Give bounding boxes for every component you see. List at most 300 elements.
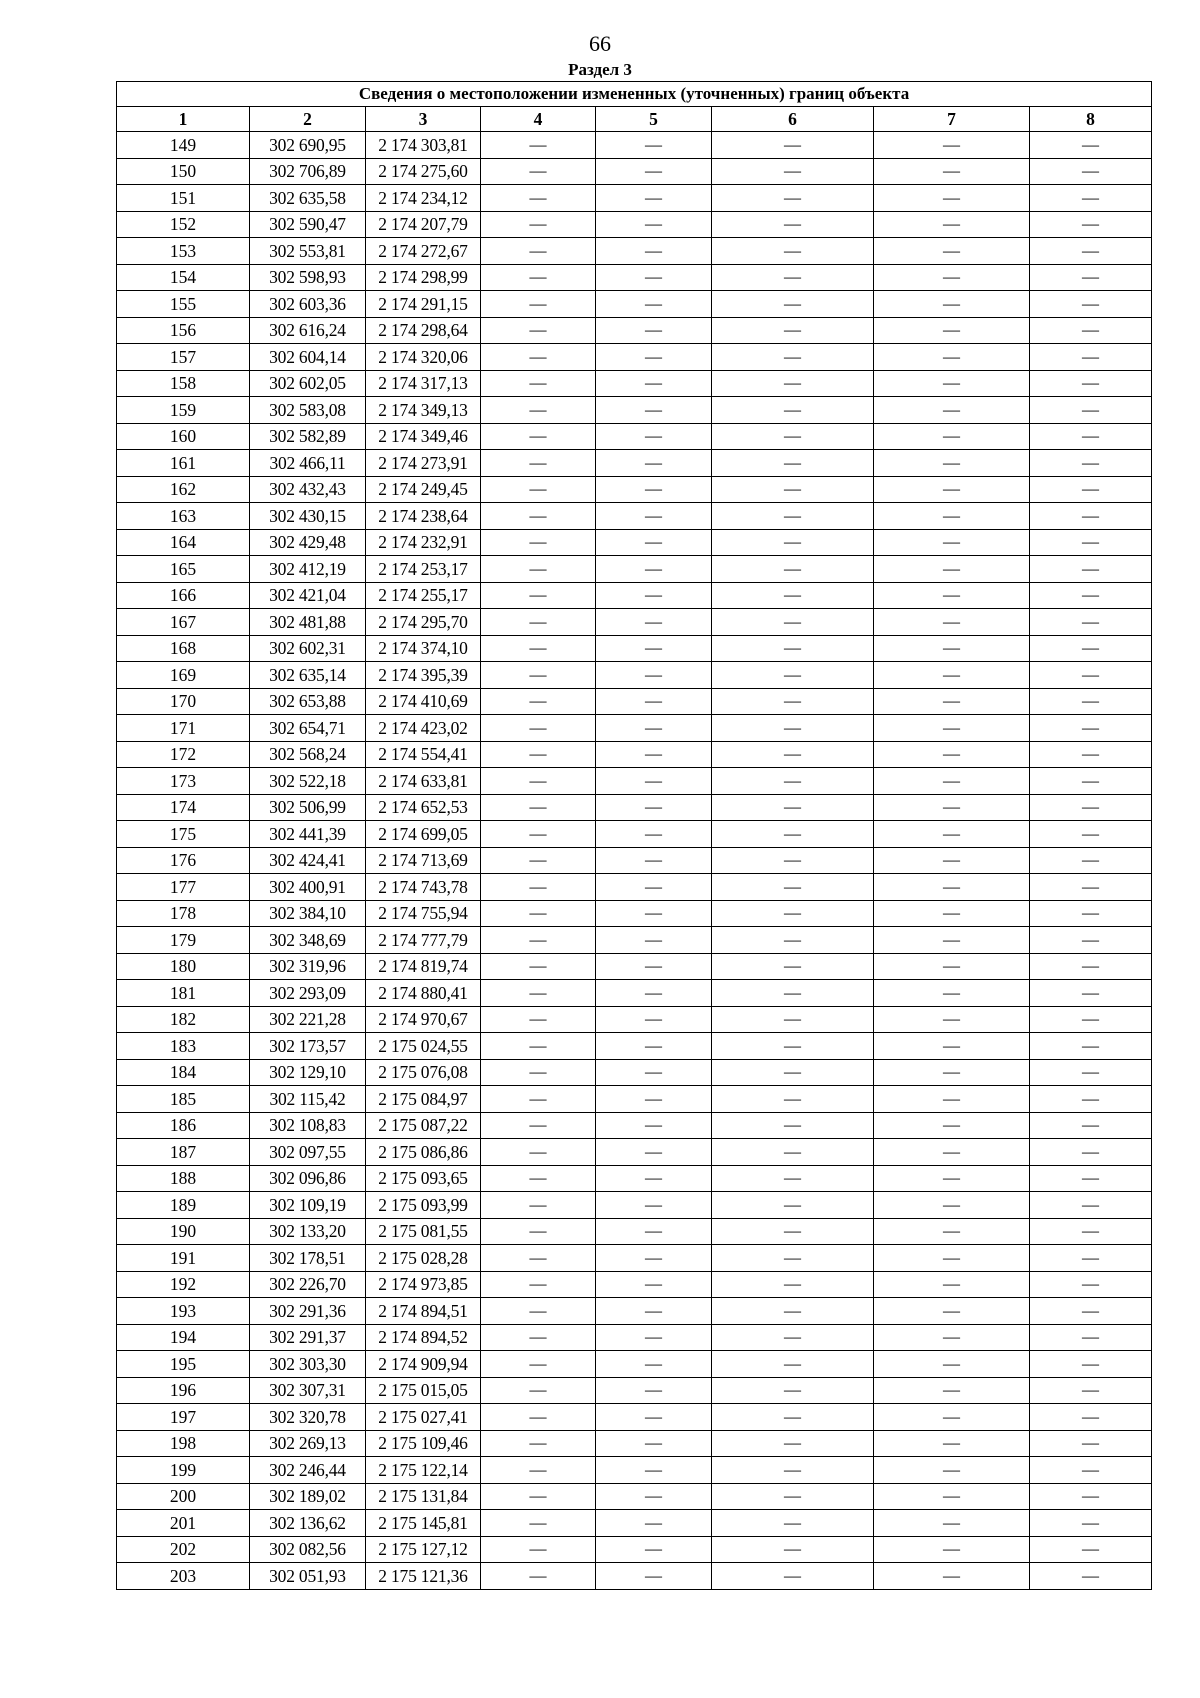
coordinate-x: 302 319,96 <box>250 953 366 980</box>
empty-value-dash-col-4: — <box>481 1271 596 1298</box>
coordinate-y: 2 174 554,41 <box>366 741 481 768</box>
empty-value-dash-col-4: — <box>481 741 596 768</box>
empty-value-dash-col-5: — <box>596 635 712 662</box>
empty-value-dash-col-6: — <box>712 768 874 795</box>
empty-value-dash-col-8: — <box>1030 1245 1152 1272</box>
point-number: 170 <box>117 688 250 715</box>
table-row <box>117 688 1152 715</box>
empty-value-dash-col-7: — <box>874 688 1030 715</box>
empty-value-dash-col-7: — <box>874 1377 1030 1404</box>
empty-value-dash-col-8: — <box>1030 1351 1152 1378</box>
coordinate-y: 2 175 109,46 <box>366 1430 481 1457</box>
empty-value-dash-col-6: — <box>712 556 874 583</box>
empty-value-dash-col-4: — <box>481 662 596 689</box>
coordinate-x: 302 178,51 <box>250 1245 366 1272</box>
empty-value-dash-col-5: — <box>596 529 712 556</box>
empty-value-dash-col-7: — <box>874 900 1030 927</box>
empty-value-dash-col-5: — <box>596 238 712 265</box>
empty-value-dash-col-5: — <box>596 609 712 636</box>
empty-value-dash-col-6: — <box>712 1298 874 1325</box>
empty-value-dash-col-5: — <box>596 1271 712 1298</box>
empty-value-dash-col-5: — <box>596 1086 712 1113</box>
point-number: 193 <box>117 1298 250 1325</box>
empty-value-dash-col-4: — <box>481 1218 596 1245</box>
empty-value-dash-col-8: — <box>1030 1430 1152 1457</box>
empty-value-dash-col-6: — <box>712 1377 874 1404</box>
empty-value-dash-col-8: — <box>1030 1218 1152 1245</box>
point-number: 155 <box>117 291 250 318</box>
coordinate-y: 2 174 743,78 <box>366 874 481 901</box>
coordinate-y: 2 175 087,22 <box>366 1112 481 1139</box>
coordinate-y: 2 175 015,05 <box>366 1377 481 1404</box>
empty-value-dash-col-5: — <box>596 556 712 583</box>
empty-value-dash-col-4: — <box>481 1192 596 1219</box>
coordinate-x: 302 097,55 <box>250 1139 366 1166</box>
empty-value-dash-col-4: — <box>481 1112 596 1139</box>
coordinate-y: 2 175 121,36 <box>366 1563 481 1590</box>
empty-value-dash-col-5: — <box>596 423 712 450</box>
table-row <box>117 158 1152 185</box>
table-row <box>117 821 1152 848</box>
coordinate-y: 2 175 093,99 <box>366 1192 481 1219</box>
coordinate-x: 302 221,28 <box>250 1006 366 1033</box>
empty-value-dash-col-6: — <box>712 423 874 450</box>
empty-value-dash-col-4: — <box>481 821 596 848</box>
empty-value-dash-col-6: — <box>712 609 874 636</box>
point-number: 200 <box>117 1483 250 1510</box>
empty-value-dash-col-8: — <box>1030 1404 1152 1431</box>
empty-value-dash-col-4: — <box>481 927 596 954</box>
point-number: 171 <box>117 715 250 742</box>
point-number: 186 <box>117 1112 250 1139</box>
empty-value-dash-col-7: — <box>874 264 1030 291</box>
empty-value-dash-col-5: — <box>596 715 712 742</box>
empty-value-dash-col-7: — <box>874 344 1030 371</box>
coordinate-x: 302 604,14 <box>250 344 366 371</box>
column-number-row <box>117 107 1152 132</box>
empty-value-dash-col-7: — <box>874 211 1030 238</box>
empty-value-dash-col-4: — <box>481 1006 596 1033</box>
coordinate-y: 2 174 298,99 <box>366 264 481 291</box>
empty-value-dash-col-4: — <box>481 1165 596 1192</box>
empty-value-dash-col-4: — <box>481 874 596 901</box>
empty-value-dash-col-7: — <box>874 1086 1030 1113</box>
empty-value-dash-col-8: — <box>1030 291 1152 318</box>
point-number: 194 <box>117 1324 250 1351</box>
coordinate-y: 2 174 713,69 <box>366 847 481 874</box>
point-number: 157 <box>117 344 250 371</box>
empty-value-dash-col-7: — <box>874 529 1030 556</box>
empty-value-dash-col-8: — <box>1030 1377 1152 1404</box>
empty-value-dash-col-8: — <box>1030 847 1152 874</box>
empty-value-dash-col-7: — <box>874 874 1030 901</box>
empty-value-dash-col-5: — <box>596 662 712 689</box>
coordinate-y: 2 175 131,84 <box>366 1483 481 1510</box>
empty-value-dash-col-4: — <box>481 158 596 185</box>
empty-value-dash-col-6: — <box>712 132 874 159</box>
empty-value-dash-col-8: — <box>1030 1536 1152 1563</box>
table-row <box>117 476 1152 503</box>
empty-value-dash-col-4: — <box>481 1059 596 1086</box>
empty-value-dash-col-5: — <box>596 847 712 874</box>
coordinate-x: 302 432,43 <box>250 476 366 503</box>
empty-value-dash-col-4: — <box>481 1245 596 1272</box>
point-number: 178 <box>117 900 250 927</box>
empty-value-dash-col-7: — <box>874 185 1030 212</box>
empty-value-dash-col-5: — <box>596 688 712 715</box>
empty-value-dash-col-8: — <box>1030 635 1152 662</box>
point-number: 197 <box>117 1404 250 1431</box>
coordinate-x: 302 429,48 <box>250 529 366 556</box>
empty-value-dash-col-6: — <box>712 211 874 238</box>
table-row <box>117 1139 1152 1166</box>
coordinate-y: 2 175 028,28 <box>366 1245 481 1272</box>
empty-value-dash-col-7: — <box>874 1404 1030 1431</box>
table-row <box>117 423 1152 450</box>
coordinate-x: 302 706,89 <box>250 158 366 185</box>
table-row <box>117 370 1152 397</box>
table-row <box>117 1298 1152 1325</box>
empty-value-dash-col-6: — <box>712 450 874 477</box>
empty-value-dash-col-4: — <box>481 688 596 715</box>
empty-value-dash-col-5: — <box>596 1298 712 1325</box>
empty-value-dash-col-5: — <box>596 1059 712 1086</box>
empty-value-dash-col-5: — <box>596 927 712 954</box>
column-header-7: 7 <box>874 107 1030 132</box>
empty-value-dash-col-5: — <box>596 1218 712 1245</box>
empty-value-dash-col-7: — <box>874 291 1030 318</box>
point-number: 176 <box>117 847 250 874</box>
empty-value-dash-col-5: — <box>596 874 712 901</box>
empty-value-dash-col-4: — <box>481 609 596 636</box>
point-number: 152 <box>117 211 250 238</box>
empty-value-dash-col-8: — <box>1030 741 1152 768</box>
empty-value-dash-col-6: — <box>712 1483 874 1510</box>
coordinate-x: 302 583,08 <box>250 397 366 424</box>
empty-value-dash-col-8: — <box>1030 1112 1152 1139</box>
empty-value-dash-col-8: — <box>1030 185 1152 212</box>
point-number: 183 <box>117 1033 250 1060</box>
column-header-1: 1 <box>117 107 250 132</box>
empty-value-dash-col-7: — <box>874 1006 1030 1033</box>
empty-value-dash-col-4: — <box>481 980 596 1007</box>
empty-value-dash-col-6: — <box>712 397 874 424</box>
coordinate-y: 2 175 145,81 <box>366 1510 481 1537</box>
empty-value-dash-col-4: — <box>481 1324 596 1351</box>
empty-value-dash-col-8: — <box>1030 1298 1152 1325</box>
table-row <box>117 980 1152 1007</box>
coordinate-y: 2 174 880,41 <box>366 980 481 1007</box>
empty-value-dash-col-4: — <box>481 953 596 980</box>
empty-value-dash-col-7: — <box>874 1298 1030 1325</box>
coordinate-x: 302 553,81 <box>250 238 366 265</box>
empty-value-dash-col-8: — <box>1030 1563 1152 1590</box>
coordinate-y: 2 174 249,45 <box>366 476 481 503</box>
coordinate-x: 302 291,37 <box>250 1324 366 1351</box>
empty-value-dash-col-7: — <box>874 397 1030 424</box>
coordinate-y: 2 174 410,69 <box>366 688 481 715</box>
coordinate-x: 302 307,31 <box>250 1377 366 1404</box>
empty-value-dash-col-5: — <box>596 582 712 609</box>
coordinate-y: 2 174 234,12 <box>366 185 481 212</box>
section-title: Раздел 3 <box>568 60 632 79</box>
coordinate-y: 2 174 207,79 <box>366 211 481 238</box>
table-caption: Сведения о местоположении измененных (уточненных) границ объекта <box>117 82 1152 107</box>
empty-value-dash-col-4: — <box>481 397 596 424</box>
empty-value-dash-col-5: — <box>596 344 712 371</box>
empty-value-dash-col-7: — <box>874 1245 1030 1272</box>
empty-value-dash-col-4: — <box>481 370 596 397</box>
empty-value-dash-col-6: — <box>712 317 874 344</box>
table-row <box>117 556 1152 583</box>
coordinate-y: 2 175 084,97 <box>366 1086 481 1113</box>
empty-value-dash-col-5: — <box>596 1377 712 1404</box>
empty-value-dash-col-7: — <box>874 1510 1030 1537</box>
coordinate-y: 2 174 970,67 <box>366 1006 481 1033</box>
table-row <box>117 1006 1152 1033</box>
empty-value-dash-col-4: — <box>481 344 596 371</box>
point-number: 199 <box>117 1457 250 1484</box>
empty-value-dash-col-7: — <box>874 1271 1030 1298</box>
point-number: 168 <box>117 635 250 662</box>
empty-value-dash-col-5: — <box>596 1006 712 1033</box>
table-row <box>117 768 1152 795</box>
empty-value-dash-col-5: — <box>596 397 712 424</box>
empty-value-dash-col-4: — <box>481 1033 596 1060</box>
point-number: 175 <box>117 821 250 848</box>
empty-value-dash-col-7: — <box>874 1483 1030 1510</box>
empty-value-dash-col-4: — <box>481 529 596 556</box>
empty-value-dash-col-5: — <box>596 1112 712 1139</box>
coordinate-x: 302 430,15 <box>250 503 366 530</box>
coordinate-x: 302 293,09 <box>250 980 366 1007</box>
empty-value-dash-col-8: — <box>1030 450 1152 477</box>
empty-value-dash-col-8: — <box>1030 238 1152 265</box>
point-number: 190 <box>117 1218 250 1245</box>
empty-value-dash-col-6: — <box>712 1351 874 1378</box>
table-row <box>117 1086 1152 1113</box>
empty-value-dash-col-6: — <box>712 291 874 318</box>
empty-value-dash-col-4: — <box>481 556 596 583</box>
coordinate-x: 302 109,19 <box>250 1192 366 1219</box>
empty-value-dash-col-5: — <box>596 1483 712 1510</box>
empty-value-dash-col-5: — <box>596 211 712 238</box>
coordinate-x: 302 424,41 <box>250 847 366 874</box>
table-row <box>117 1192 1152 1219</box>
table-row <box>117 1377 1152 1404</box>
coordinate-x: 302 115,42 <box>250 1086 366 1113</box>
empty-value-dash-col-6: — <box>712 529 874 556</box>
coordinate-y: 2 174 633,81 <box>366 768 481 795</box>
coordinate-x: 302 320,78 <box>250 1404 366 1431</box>
empty-value-dash-col-4: — <box>481 1298 596 1325</box>
empty-value-dash-col-6: — <box>712 1404 874 1431</box>
coordinate-x: 302 108,83 <box>250 1112 366 1139</box>
empty-value-dash-col-8: — <box>1030 370 1152 397</box>
empty-value-dash-col-6: — <box>712 370 874 397</box>
coordinate-y: 2 174 255,17 <box>366 582 481 609</box>
coordinate-y: 2 174 320,06 <box>366 344 481 371</box>
empty-value-dash-col-5: — <box>596 317 712 344</box>
empty-value-dash-col-5: — <box>596 158 712 185</box>
coordinate-y: 2 174 273,91 <box>366 450 481 477</box>
page-number: 66 <box>589 31 611 56</box>
table-row <box>117 1112 1152 1139</box>
table-row <box>117 635 1152 662</box>
empty-value-dash-col-6: — <box>712 1192 874 1219</box>
table-row <box>117 927 1152 954</box>
coordinate-y: 2 174 272,67 <box>366 238 481 265</box>
empty-value-dash-col-5: — <box>596 370 712 397</box>
coordinate-x: 302 051,93 <box>250 1563 366 1590</box>
table-row <box>117 1059 1152 1086</box>
empty-value-dash-col-8: — <box>1030 662 1152 689</box>
column-header-3: 3 <box>366 107 481 132</box>
empty-value-dash-col-8: — <box>1030 609 1152 636</box>
empty-value-dash-col-8: — <box>1030 1510 1152 1537</box>
point-number: 162 <box>117 476 250 503</box>
column-header-5: 5 <box>596 107 712 132</box>
empty-value-dash-col-6: — <box>712 1218 874 1245</box>
empty-value-dash-col-6: — <box>712 821 874 848</box>
empty-value-dash-col-8: — <box>1030 211 1152 238</box>
empty-value-dash-col-7: — <box>874 556 1030 583</box>
empty-value-dash-col-7: — <box>874 132 1030 159</box>
empty-value-dash-col-7: — <box>874 715 1030 742</box>
empty-value-dash-col-7: — <box>874 1536 1030 1563</box>
point-number: 177 <box>117 874 250 901</box>
point-number: 159 <box>117 397 250 424</box>
empty-value-dash-col-5: — <box>596 1324 712 1351</box>
empty-value-dash-col-7: — <box>874 609 1030 636</box>
empty-value-dash-col-8: — <box>1030 794 1152 821</box>
coordinate-y: 2 174 777,79 <box>366 927 481 954</box>
empty-value-dash-col-6: — <box>712 662 874 689</box>
empty-value-dash-col-4: — <box>481 132 596 159</box>
empty-value-dash-col-5: — <box>596 953 712 980</box>
empty-value-dash-col-6: — <box>712 1165 874 1192</box>
empty-value-dash-col-4: — <box>481 211 596 238</box>
empty-value-dash-col-7: — <box>874 1218 1030 1245</box>
empty-value-dash-col-8: — <box>1030 900 1152 927</box>
table-row <box>117 1165 1152 1192</box>
table-row <box>117 1536 1152 1563</box>
coordinate-x: 302 129,10 <box>250 1059 366 1086</box>
table-row <box>117 264 1152 291</box>
empty-value-dash-col-4: — <box>481 423 596 450</box>
empty-value-dash-col-7: — <box>874 1139 1030 1166</box>
empty-value-dash-col-7: — <box>874 1351 1030 1378</box>
empty-value-dash-col-8: — <box>1030 582 1152 609</box>
point-number: 172 <box>117 741 250 768</box>
point-number: 174 <box>117 794 250 821</box>
empty-value-dash-col-7: — <box>874 423 1030 450</box>
empty-value-dash-col-6: — <box>712 794 874 821</box>
point-number: 164 <box>117 529 250 556</box>
empty-value-dash-col-4: — <box>481 238 596 265</box>
empty-value-dash-col-5: — <box>596 503 712 530</box>
point-number: 201 <box>117 1510 250 1537</box>
empty-value-dash-col-4: — <box>481 1483 596 1510</box>
empty-value-dash-col-5: — <box>596 450 712 477</box>
empty-value-dash-col-8: — <box>1030 132 1152 159</box>
empty-value-dash-col-6: — <box>712 1271 874 1298</box>
empty-value-dash-col-6: — <box>712 185 874 212</box>
column-header-2: 2 <box>250 107 366 132</box>
coordinate-x: 302 421,04 <box>250 582 366 609</box>
table-row <box>117 397 1152 424</box>
table-row <box>117 211 1152 238</box>
empty-value-dash-col-8: — <box>1030 768 1152 795</box>
empty-value-dash-col-7: — <box>874 1192 1030 1219</box>
empty-value-dash-col-8: — <box>1030 927 1152 954</box>
empty-value-dash-col-8: — <box>1030 423 1152 450</box>
column-header-8: 8 <box>1030 107 1152 132</box>
table-row <box>117 1033 1152 1060</box>
coordinate-y: 2 175 081,55 <box>366 1218 481 1245</box>
empty-value-dash-col-6: — <box>712 344 874 371</box>
empty-value-dash-col-7: — <box>874 662 1030 689</box>
coordinate-y: 2 174 652,53 <box>366 794 481 821</box>
empty-value-dash-col-6: — <box>712 927 874 954</box>
empty-value-dash-col-8: — <box>1030 476 1152 503</box>
point-number: 182 <box>117 1006 250 1033</box>
empty-value-dash-col-5: — <box>596 1457 712 1484</box>
empty-value-dash-col-5: — <box>596 768 712 795</box>
empty-value-dash-col-5: — <box>596 741 712 768</box>
coordinate-y: 2 174 298,64 <box>366 317 481 344</box>
empty-value-dash-col-7: — <box>874 238 1030 265</box>
empty-value-dash-col-7: — <box>874 821 1030 848</box>
empty-value-dash-col-4: — <box>481 264 596 291</box>
coordinate-y: 2 174 819,74 <box>366 953 481 980</box>
empty-value-dash-col-6: — <box>712 1457 874 1484</box>
empty-value-dash-col-6: — <box>712 1139 874 1166</box>
point-number: 180 <box>117 953 250 980</box>
empty-value-dash-col-4: — <box>481 847 596 874</box>
empty-value-dash-col-7: — <box>874 503 1030 530</box>
point-number: 188 <box>117 1165 250 1192</box>
empty-value-dash-col-8: — <box>1030 821 1152 848</box>
empty-value-dash-col-8: — <box>1030 874 1152 901</box>
empty-value-dash-col-5: — <box>596 1430 712 1457</box>
empty-value-dash-col-5: — <box>596 821 712 848</box>
empty-value-dash-col-8: — <box>1030 1165 1152 1192</box>
table-row <box>117 847 1152 874</box>
empty-value-dash-col-5: — <box>596 794 712 821</box>
table-row <box>117 1351 1152 1378</box>
point-number: 149 <box>117 132 250 159</box>
point-number: 191 <box>117 1245 250 1272</box>
table-row <box>117 874 1152 901</box>
table-row <box>117 1218 1152 1245</box>
empty-value-dash-col-6: — <box>712 582 874 609</box>
point-number: 184 <box>117 1059 250 1086</box>
empty-value-dash-col-5: — <box>596 1536 712 1563</box>
table-row <box>117 291 1152 318</box>
table-row <box>117 317 1152 344</box>
coordinate-y: 2 175 024,55 <box>366 1033 481 1060</box>
coordinate-y: 2 174 894,51 <box>366 1298 481 1325</box>
empty-value-dash-col-6: — <box>712 1536 874 1563</box>
coordinate-y: 2 174 349,46 <box>366 423 481 450</box>
empty-value-dash-col-7: — <box>874 741 1030 768</box>
coordinate-x: 302 082,56 <box>250 1536 366 1563</box>
coordinate-x: 302 602,31 <box>250 635 366 662</box>
empty-value-dash-col-6: — <box>712 953 874 980</box>
point-number: 160 <box>117 423 250 450</box>
empty-value-dash-col-5: — <box>596 1510 712 1537</box>
